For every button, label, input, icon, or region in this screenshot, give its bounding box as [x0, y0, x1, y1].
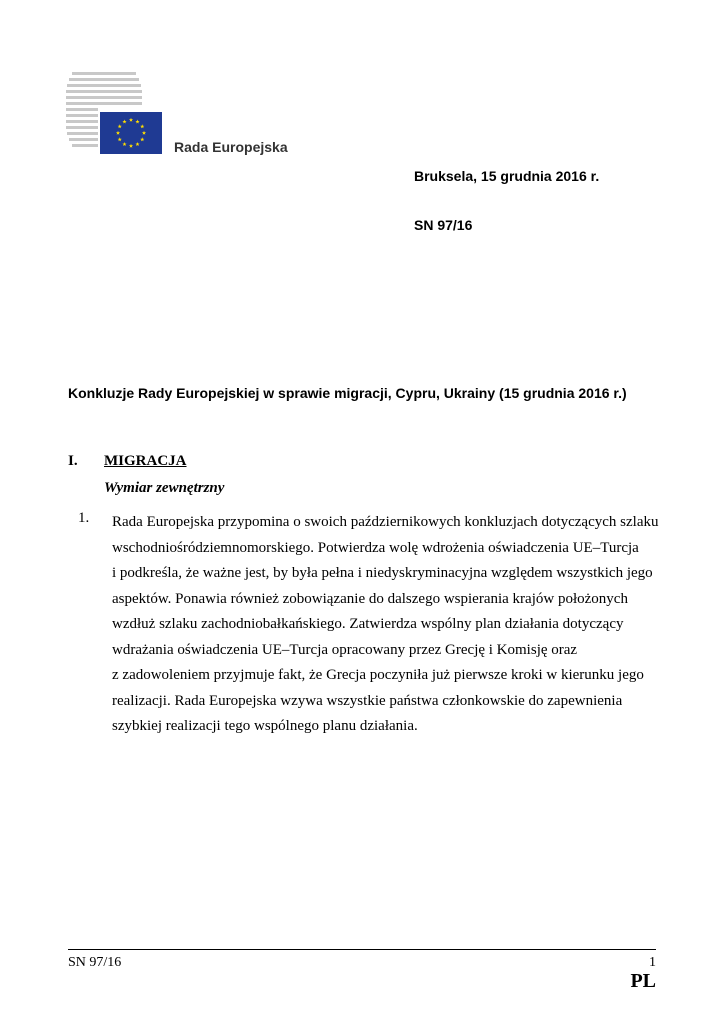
paragraph-line: Rada Europejska przypomina o swoich październikowych konkluzjach dotyczących szlaku — [112, 514, 659, 530]
paragraph-line: wdrażania oświadczenia UE–Turcja opracowany przez Grecję i Komisję oraz — [112, 641, 578, 658]
paragraph-line: aspektów. Ponawia również zobowiązanie do dalszego wspierania krajów położonych — [112, 590, 628, 607]
section-number: I. — [68, 453, 78, 469]
eu-council-logo — [66, 72, 166, 156]
footer-document-reference: SN 97/16 — [68, 955, 122, 970]
language-code: PL — [630, 970, 656, 992]
paragraph-line: i podkreśla, że ważne jest, by była pełna i niedyskryminacyjna względem wszystkich jego — [112, 565, 653, 581]
paragraph-line: z zadowoleniem przyjmuje fakt, że Grecja poczyniła już pierwsze kroki w kierunku jego — [112, 667, 644, 683]
org-name: Rada Europejska — [174, 139, 288, 155]
paragraph-line: wschodniośródziemnomorskiego. Potwierdza wolę wdrożenia oświadczenia UE–Turcja — [112, 539, 639, 556]
page-number: 1 — [649, 955, 656, 970]
document-date: Bruksela, 15 grudnia 2016 r. — [414, 168, 600, 184]
document-title: Konkluzje Rady Europejskiej w sprawie migracji, Cypru, Ukrainy (15 grudnia 2016 r.) — [68, 385, 627, 401]
paragraph-line: szybkiej realizacji tego wspólnego planu działania. — [112, 718, 418, 734]
footer-divider — [68, 949, 656, 950]
subsection-title: Wymiar zewnętrzny — [104, 480, 225, 496]
paragraph-line: realizacji. Rada Europejska wzywa wszystkie państwa członkowskie do zapewnienia — [112, 692, 623, 709]
document-reference: SN 97/16 — [414, 217, 473, 233]
paragraph-body — [112, 510, 672, 740]
paragraph-number: 1. — [78, 510, 90, 526]
section-title: MIGRACJA — [104, 453, 187, 469]
paragraph-line: wzdłuż szlaku zachodniobałkańskiego. Zatwierdza wspólny plan działania dotyczący — [112, 616, 624, 632]
